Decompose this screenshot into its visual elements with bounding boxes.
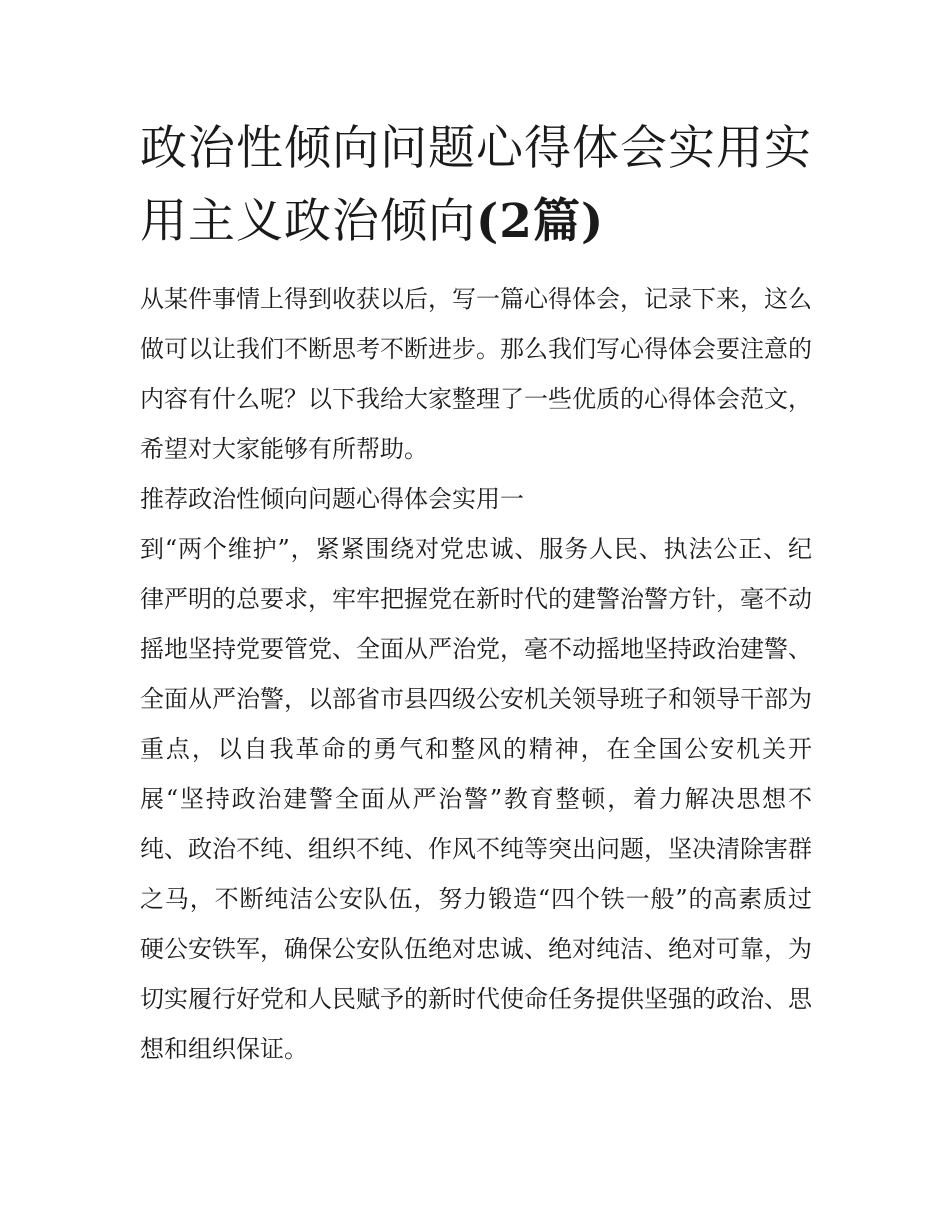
section-heading: 推荐政治性倾向问题心得体会实用一: [140, 485, 524, 513]
section-body-paragraph: 到“两个维护”，紧紧围绕对党忠诚、服务人民、执法公正、纪律严明的总要求，牢牢把握党在新时代的建警治警方针，毫不动摇地坚持党要管党、全面从严治党，毫不动摇地坚持政治建警、全面从严治警，以部省市县四级公安机关领导班子和领导干部为重点，以自我革命的勇气和整风的精神，在全国公安机关开展“坚持政治建警全面从严治警”教育整顿，着力解决思想不纯、政治不纯、组织不纯、作风不纯等突出问题，坚决清除害群之马，不断纯洁公安队伍，努力锻造“四个铁一般”的高素质过硬公安铁军，确保公安队伍绝对忠诚、绝对纯洁、绝对可靠，为切实履行好党和人民赋予的新时代使命任务提供坚强的政治、思想和组织保证。: [140, 535, 812, 1063]
intro-paragraph: 从某件事情上得到收获以后，写一篇心得体会，记录下来，这么做可以让我们不断思考不断进步。那么我们写心得体会要注意的内容有什么呢？以下我给大家整理了一些优质的心得体会范文，希望对大家能够有所帮助。: [140, 285, 812, 463]
document-title: [140, 112, 812, 258]
title-suffix-text: (2篇): [476, 194, 605, 249]
document-page: [140, 112, 812, 1074]
title-main-text: 政治性倾向问题心得体会实用实用主义政治倾向: [140, 121, 812, 249]
